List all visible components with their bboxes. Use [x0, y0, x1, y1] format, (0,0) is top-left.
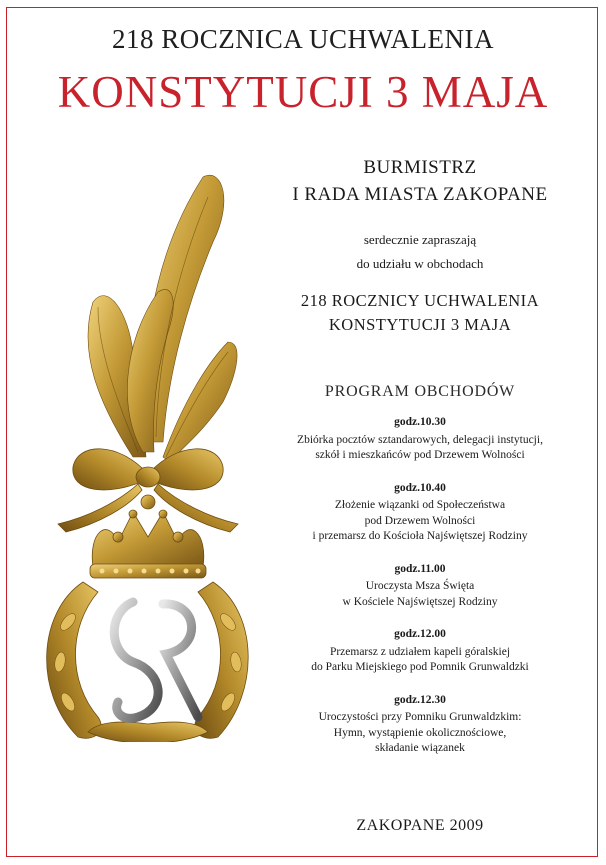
- footer: ZAKOPANE 2009: [356, 817, 484, 834]
- program-item-line: Uroczystości przy Pomniku Grunwaldzkim:: [318, 711, 522, 723]
- program-item-line: i przemarsz do Kościoła Najświętszej Rodziny: [312, 530, 528, 542]
- header-line-2: KONSTYTUCJI 3 MAJA: [57, 67, 549, 117]
- bow: [58, 449, 238, 532]
- program-item-time: godz.12.30: [394, 693, 446, 706]
- program-item-line: Uroczysta Msza Święta: [365, 580, 475, 592]
- program-item-line: Przemarsz z udziałem kapeli góralskiej: [329, 645, 511, 658]
- organizer: [240, 154, 600, 208]
- occasion-line-1: 218 ROCZNICY UCHWALENIA: [300, 291, 540, 310]
- program-item-line: pod Drzewem Wolności: [364, 514, 476, 527]
- organizer-line-1: BURMISTRZ: [363, 157, 477, 178]
- program-item-time: godz.12.00: [394, 628, 446, 640]
- organizer-line-2: I RADA MIASTA ZAKOPANE: [292, 184, 548, 205]
- program-list: [240, 415, 600, 774]
- plume-group: [88, 175, 237, 462]
- royal-crest-icon: [38, 172, 253, 742]
- program-item: [240, 415, 600, 464]
- program-item-time: godz.10.40: [394, 481, 446, 494]
- monogram: [114, 602, 198, 718]
- program-item-line: składanie wiązanek: [375, 742, 465, 754]
- program-item-line: szkół i mieszkańców pod Drzewem Wolności: [315, 449, 525, 461]
- occasion: [240, 289, 600, 337]
- program-item: [240, 693, 600, 757]
- laurel-wreath: [47, 582, 249, 742]
- program-item-line: Złożenie wiązanki od Społeczeństwa: [334, 499, 506, 511]
- invitation-line-1: serdecznie zapraszają: [363, 232, 477, 247]
- invitation: [240, 228, 600, 276]
- header-line-1: 218 ROCZNICA UCHWALENIA: [112, 24, 494, 54]
- program-item-time: godz.10.30: [394, 416, 446, 428]
- program-item: [240, 562, 600, 611]
- program-item-line: do Parku Miejskiego pod Pomnik Grunwaldzki: [311, 661, 529, 673]
- program-item: [240, 481, 600, 545]
- program-item-line: Hymn, wystąpienie okolicznościowe,: [333, 726, 507, 739]
- program-item-line: Zbiórka pocztów sztandarowych, delegacji instytucji,: [297, 433, 543, 446]
- program-title: PROGRAM OBCHODÓW: [324, 383, 516, 400]
- program-item-time: godz.11.00: [394, 562, 446, 575]
- occasion-line-2: KONSTYTUCJI 3 MAJA: [328, 315, 512, 334]
- program-item-line: w Kościele Najświętszej Rodziny: [342, 595, 498, 608]
- program-item: [240, 627, 600, 676]
- invitation-line-2: do udziału w obchodach: [356, 256, 484, 271]
